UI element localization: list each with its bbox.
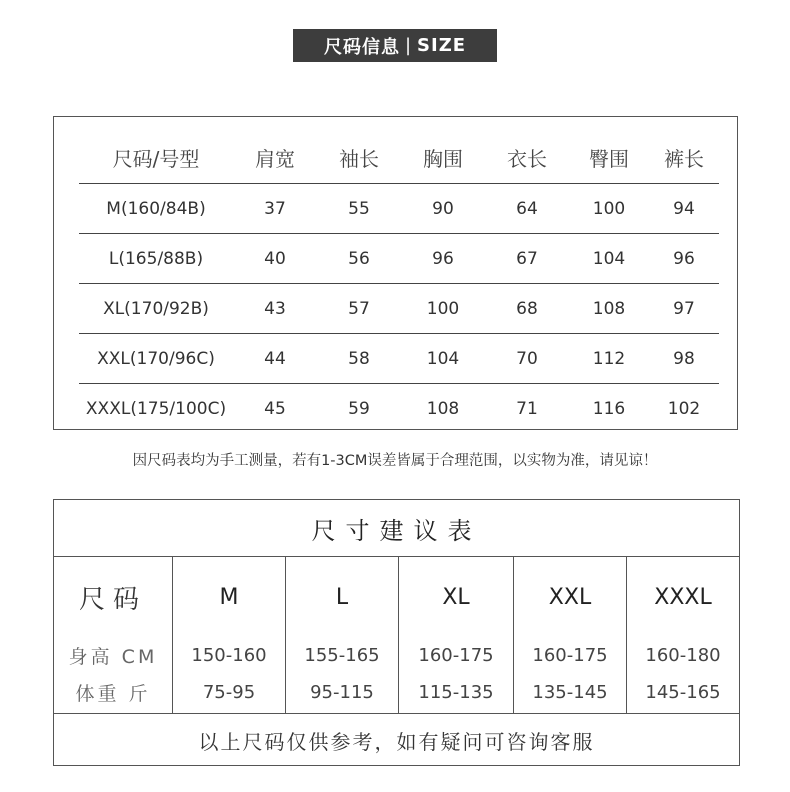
table-cell: 108: [592, 298, 626, 319]
size-info-banner: [293, 29, 497, 62]
table-cell: 67: [516, 248, 538, 269]
table-cell: 96: [673, 248, 695, 269]
weight-label: 体重 斤: [75, 683, 151, 705]
table-cell: 102: [667, 398, 701, 419]
banner-title-cn: 尺码信息: [323, 36, 400, 58]
weight-range: 95-115: [310, 682, 374, 703]
table-cell: 112: [592, 348, 626, 369]
header-cell-sleeve: 袖长: [339, 146, 379, 171]
table-row: [79, 334, 719, 384]
size-name: XXL: [548, 584, 592, 610]
table-cell: XXL(170/96C): [97, 348, 215, 369]
header-cell-size: 尺码/号型: [112, 146, 200, 171]
table-cell: 58: [348, 348, 370, 369]
table-cell: 56: [348, 248, 370, 269]
table-cell: 90: [432, 198, 454, 219]
table-cell: 100: [426, 298, 460, 319]
table-cell: 108: [426, 398, 460, 419]
recommendation-column-xxl: [514, 557, 627, 713]
header-cell-length: 衣长: [507, 146, 547, 171]
size-name: XXXL: [654, 584, 712, 610]
table-cell: 104: [426, 348, 460, 369]
weight-range: 135-145: [532, 682, 608, 703]
recommendation-footer: 以上尺码仅供参考，如有疑问可咨询客服: [198, 730, 595, 754]
table-cell: 43: [264, 298, 286, 319]
table-row: [79, 234, 719, 284]
table-cell: 68: [516, 298, 538, 319]
recommendation-column-xl: [399, 557, 514, 713]
header-cell-shoulder: 肩宽: [255, 146, 295, 171]
table-cell: L(165/88B): [108, 248, 204, 269]
recommendation-title: 尺寸建议表: [54, 500, 739, 557]
weight-range: 145-165: [645, 682, 721, 703]
table-row: [79, 184, 719, 234]
height-range: 160-175: [418, 645, 494, 666]
table-cell: XXXL(175/100C): [85, 398, 227, 419]
header-cell-pants: 裤长: [664, 146, 704, 171]
table-cell: 45: [264, 398, 286, 419]
recommendation-column-xxxl: [627, 557, 739, 713]
size-chart-box: [53, 116, 738, 430]
table-row: [79, 284, 719, 334]
table-cell: XL(170/92B): [103, 298, 209, 319]
banner-title-en: SIZE: [417, 35, 467, 56]
table-row: [79, 384, 719, 433]
table-cell: 71: [516, 398, 538, 419]
size-recommendation-box: [53, 499, 740, 766]
size-name: M: [219, 584, 239, 610]
height-range: 150-160: [191, 645, 267, 666]
table-cell: 37: [264, 198, 286, 219]
table-cell: 59: [348, 398, 370, 419]
height-range: 160-175: [532, 645, 608, 666]
weight-range: 75-95: [202, 682, 256, 703]
table-cell: 40: [264, 248, 286, 269]
size-chart-header-row: [79, 131, 719, 184]
recommendation-grid: [54, 557, 739, 714]
height-label: 身高 CM: [68, 646, 158, 668]
table-cell: M(160/84B): [106, 198, 206, 219]
header-cell-hip: 臀围: [589, 146, 629, 171]
table-cell: 64: [516, 198, 538, 219]
table-cell: 70: [516, 348, 538, 369]
size-name: XL: [442, 584, 470, 610]
measurement-note: 因尺码表均为手工测量，若有1-3CM误差皆属于合理范围，以实物为准，请见谅！: [132, 453, 658, 469]
banner-separator: |: [404, 35, 413, 56]
weight-range: 115-135: [418, 682, 494, 703]
recommendation-column-l: [286, 557, 399, 713]
recommendation-column-m: [173, 557, 286, 713]
table-cell: 57: [348, 298, 370, 319]
size-name: L: [335, 584, 349, 610]
table-cell: 104: [592, 248, 626, 269]
recommendation-label-column: [54, 557, 173, 713]
table-cell: 44: [264, 348, 286, 369]
table-cell: 116: [592, 398, 626, 419]
size-chart-table: [79, 131, 719, 433]
size-label: 尺码: [78, 584, 147, 615]
table-cell: 97: [673, 298, 695, 319]
header-cell-chest: 胸围: [423, 146, 463, 171]
table-cell: 100: [592, 198, 626, 219]
height-range: 160-180: [645, 645, 721, 666]
table-cell: 94: [673, 198, 695, 219]
table-cell: 98: [673, 348, 695, 369]
table-cell: 55: [348, 198, 370, 219]
height-range: 155-165: [304, 645, 380, 666]
table-cell: 96: [432, 248, 454, 269]
